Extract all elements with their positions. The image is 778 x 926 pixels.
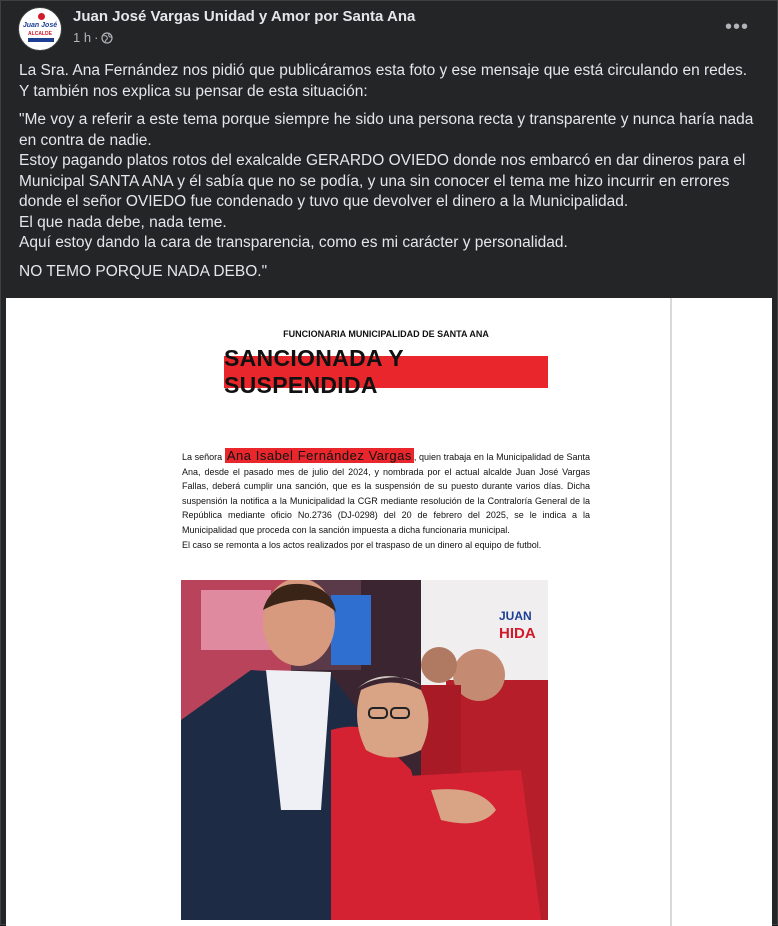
logo-bar — [28, 38, 54, 42]
quote-line: en contra de nadie. — [19, 131, 152, 149]
timestamp-link[interactable]: 1 h — [73, 30, 92, 45]
quote-line: donde el señor OVIEDO fue condenado y tuvo que devolver el dinero a la Municipalidad. — [19, 193, 629, 210]
closing-line: NO TEMO PORQUE NADA DEBO." — [19, 262, 268, 280]
post-image[interactable] — [6, 298, 772, 926]
body-prefix: La señora — [182, 452, 223, 462]
page-avatar[interactable] — [18, 7, 62, 51]
post-meta — [73, 30, 113, 45]
quote-line: Municipal SANTA ANA y él sabía que no se podía, y una sin conocer el tema me hizo incurrir en errores — [19, 172, 730, 190]
quote-line: Estoy pagando platos rotos del exalcalde GERARDO OVIEDO donde nos embarcó en dar dineros para el — [19, 152, 746, 169]
document-body — [182, 449, 590, 552]
post-message — [19, 61, 764, 282]
quote-line: "Me voy a referir a este tema porque siempre he sido una persona recta y transparente y nunca haría nada — [19, 111, 754, 128]
page-name-link[interactable]: Juan José Vargas Unidad y Amor por Santa Ana — [73, 8, 416, 25]
photo-sign-text: JUAN — [499, 609, 532, 623]
document-banner: SANCIONADA Y SUSPENDIDA — [224, 356, 548, 388]
post-header — [1, 1, 777, 53]
message-line: La Sra. Ana Fernández nos pidió que publicáramos esta foto y ese mensaje que está circulando en redes. — [19, 62, 748, 79]
logo-dot — [38, 13, 45, 20]
svg-text:HIDA: HIDA — [499, 625, 536, 642]
document-side — [672, 298, 772, 926]
meta-separator: · — [94, 30, 99, 45]
document-heading: FUNCIONARIA MUNICIPALIDAD DE SANTA ANA — [283, 329, 489, 339]
body-last: El caso se remonta a los actos realizados por el traspaso de un dinero al equipo de futbol. — [182, 539, 542, 550]
document-photo — [181, 580, 548, 920]
message-line: Y también nos explica su pensar de esta situación: — [19, 82, 368, 100]
highlighted-name: Ana Isabel Fernández Vargas — [226, 448, 412, 463]
globe-icon[interactable] — [101, 32, 113, 44]
quote-line: El que nada debe, nada teme. — [19, 213, 227, 231]
body-main: , quien trabaja en la Municipalidad de Santa Ana, desde el pasado mes de julio del 2024, y nombrada por el actual alcalde Juan José Vargas Fallas, deberá cumplir una sanción, que es la suspensión de su puesto durante varios días. Dicha suspensión la notifica a la Municipalidad la CGR mediante resolución de la Contraloría General de la República mediante oficio No.2736 (DJ-0298) del 20 de febrero del 2025, se le indica a la Municipalidad que proceda con la sanción impuesta a dicha funcionaria municipal. — [182, 452, 590, 535]
more-icon[interactable]: ••• — [724, 15, 749, 38]
quote-line: Aquí estoy dando la cara de transparencia, como es mi carácter y personalidad. — [19, 234, 568, 251]
avatar-logo-text: Juan José — [22, 22, 58, 29]
avatar-logo-subtext: ALCALDE — [28, 31, 52, 37]
